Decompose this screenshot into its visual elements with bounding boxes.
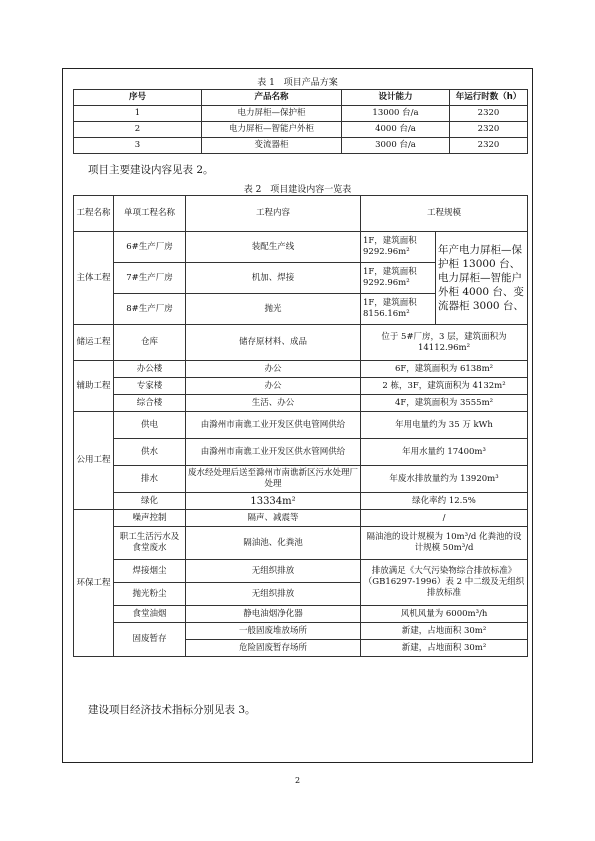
unit-cell: 供电 bbox=[114, 412, 186, 439]
scale-cell: 年废水排放量约为 13920m³ bbox=[361, 466, 528, 493]
table-cell: 变流器柜 bbox=[202, 138, 342, 154]
scale-cell: 位于 5#厂房，3 层，建筑面积为 14112.96m² bbox=[361, 325, 528, 361]
table2-caption: 表 2 项目建设内容一览表 bbox=[243, 185, 352, 195]
table-row bbox=[74, 361, 528, 378]
unit-cell: 噪声控制 bbox=[114, 510, 186, 527]
header-unit: 单项工程名称 bbox=[114, 196, 186, 232]
table-row bbox=[74, 412, 528, 439]
unit-cell: 供水 bbox=[114, 439, 186, 466]
table1-caption: 表 1 项目产品方案 bbox=[257, 78, 338, 88]
page-number: 2 bbox=[294, 776, 301, 785]
area-cell: 1F，建筑面积 9292.96m² bbox=[361, 263, 436, 294]
paragraph: 建设项目经济技术指标分别见表 3。 bbox=[88, 704, 256, 716]
content-cell: 静电油烟净化器 bbox=[186, 606, 361, 623]
category-cell: 辅助工程 bbox=[74, 361, 114, 412]
scale-cell: 6F，建筑面积为 6138m² bbox=[361, 361, 528, 378]
header-cell: 设计能力 bbox=[342, 90, 450, 106]
table-row bbox=[74, 606, 528, 623]
table-cell: 电力屏柜—保护柜 bbox=[202, 106, 342, 122]
table-row bbox=[74, 510, 528, 527]
table-row bbox=[74, 232, 528, 263]
table-row bbox=[74, 439, 528, 466]
content-cell: 隔声、减震等 bbox=[186, 510, 361, 527]
table-row bbox=[74, 106, 528, 122]
scale-cell: 排放满足《大气污染物综合排放标准》（GB16297-1996）表 2 中二级及无组织排放标准 bbox=[361, 560, 528, 606]
unit-cell: 专家楼 bbox=[114, 378, 186, 395]
unit-cell: 7#生产厂房 bbox=[114, 263, 186, 294]
header-content: 工程内容 bbox=[186, 196, 361, 232]
scale-cell: 年用电量约为 35 万 kWh bbox=[361, 412, 528, 439]
scale-cell: 风机风量为 6000m³/h bbox=[361, 606, 528, 623]
category-cell: 环保工程 bbox=[74, 510, 114, 657]
content-cell: 生活、办公 bbox=[186, 395, 361, 412]
unit-cell: 综合楼 bbox=[114, 395, 186, 412]
table2-header bbox=[74, 196, 528, 232]
unit-cell: 抛光粉尘 bbox=[114, 583, 186, 606]
scale-cell: 新建，占地面积 30m² bbox=[361, 640, 528, 657]
unit-cell: 食堂油烟 bbox=[114, 606, 186, 623]
table-cell: 2320 bbox=[450, 106, 528, 122]
content-cell: 储存原材料、成品 bbox=[186, 325, 361, 361]
content-cell: 隔油池、化粪池 bbox=[186, 527, 361, 560]
scale-cell: 绿化率约 12.5% bbox=[361, 493, 528, 510]
content-cell: 办公 bbox=[186, 361, 361, 378]
table-cell: 3 bbox=[74, 138, 202, 154]
paragraph: 项目主要建设内容见表 2。 bbox=[88, 164, 214, 176]
product-table bbox=[73, 89, 528, 154]
capacity-cell: 年产电力屏柜—保护柜 13000 台、电力屏柜—智能户外柜 4000 台、变流器柜 3000 台、 bbox=[436, 232, 528, 325]
unit-cell: 焊接烟尘 bbox=[114, 560, 186, 583]
header-cell: 产品名称 bbox=[202, 90, 342, 106]
unit-cell: 排水 bbox=[114, 466, 186, 493]
content-cell: 废水经处理后送至滁州市南谯新区污水处理厂处理 bbox=[186, 466, 361, 493]
table-row bbox=[74, 493, 528, 510]
table-row bbox=[74, 378, 528, 395]
header-category: 工程名称 bbox=[74, 196, 114, 232]
table-row bbox=[74, 325, 528, 361]
header-scale: 工程规模 bbox=[361, 196, 528, 232]
content-cell: 无组织排放 bbox=[186, 560, 361, 583]
content-cell: 一般固废堆放场所 bbox=[186, 623, 361, 640]
scale-cell: 新建，占地面积 30m² bbox=[361, 623, 528, 640]
content-cell: 13334m² bbox=[186, 493, 361, 510]
content-cell: 由滁州市南谯工业开发区供电管网供给 bbox=[186, 412, 361, 439]
table-row bbox=[74, 138, 528, 154]
table1-header bbox=[74, 90, 528, 106]
area-cell: 1F，建筑面积 9292.96m² bbox=[361, 232, 436, 263]
construction-table bbox=[73, 195, 528, 657]
table-cell: 1 bbox=[74, 106, 202, 122]
table-cell: 13000 台/a bbox=[342, 106, 450, 122]
table-cell: 电力屏柜—智能户外柜 bbox=[202, 122, 342, 138]
table-cell: 3000 台/a bbox=[342, 138, 450, 154]
header-cell: 序号 bbox=[74, 90, 202, 106]
scale-cell: 隔油池的设计规模为 10m³/d 化粪池的设计规模 50m³/d bbox=[361, 527, 528, 560]
content-cell: 由滁州市南谯工业开发区供水管网供给 bbox=[186, 439, 361, 466]
content-cell: 无组织排放 bbox=[186, 583, 361, 606]
table-row bbox=[74, 560, 528, 583]
content-cell: 危险固废暂存场所 bbox=[186, 640, 361, 657]
scale-cell: / bbox=[361, 510, 528, 527]
table-cell: 4000 台/a bbox=[342, 122, 450, 138]
unit-cell: 6#生产厂房 bbox=[114, 232, 186, 263]
content-cell: 抛光 bbox=[186, 294, 361, 325]
unit-cell: 绿化 bbox=[114, 493, 186, 510]
unit-cell: 固废暂存 bbox=[114, 623, 186, 657]
unit-cell: 8#生产厂房 bbox=[114, 294, 186, 325]
scale-cell: 年用水量约 17400m³ bbox=[361, 439, 528, 466]
table-row bbox=[74, 623, 528, 640]
unit-cell: 办公楼 bbox=[114, 361, 186, 378]
area-cell: 1F，建筑面积 8156.16m² bbox=[361, 294, 436, 325]
content-cell: 装配生产线 bbox=[186, 232, 361, 263]
content-cell: 办公 bbox=[186, 378, 361, 395]
table-cell: 2 bbox=[74, 122, 202, 138]
category-cell: 储运工程 bbox=[74, 325, 114, 361]
category-cell: 公用工程 bbox=[74, 412, 114, 510]
table-row bbox=[74, 466, 528, 493]
unit-cell: 职工生活污水及食堂废水 bbox=[114, 527, 186, 560]
scale-cell: 2 栋，3F，建筑面积为 4132m² bbox=[361, 378, 528, 395]
scale-cell: 4F，建筑面积为 3555m² bbox=[361, 395, 528, 412]
table-cell: 2320 bbox=[450, 138, 528, 154]
table-row bbox=[74, 395, 528, 412]
category-cell: 主体工程 bbox=[74, 232, 114, 325]
table-row bbox=[74, 122, 528, 138]
table-row bbox=[74, 527, 528, 560]
header-cell: 年运行时数（h） bbox=[450, 90, 528, 106]
unit-cell: 仓库 bbox=[114, 325, 186, 361]
content-cell: 机加、焊接 bbox=[186, 263, 361, 294]
table-cell: 2320 bbox=[450, 122, 528, 138]
